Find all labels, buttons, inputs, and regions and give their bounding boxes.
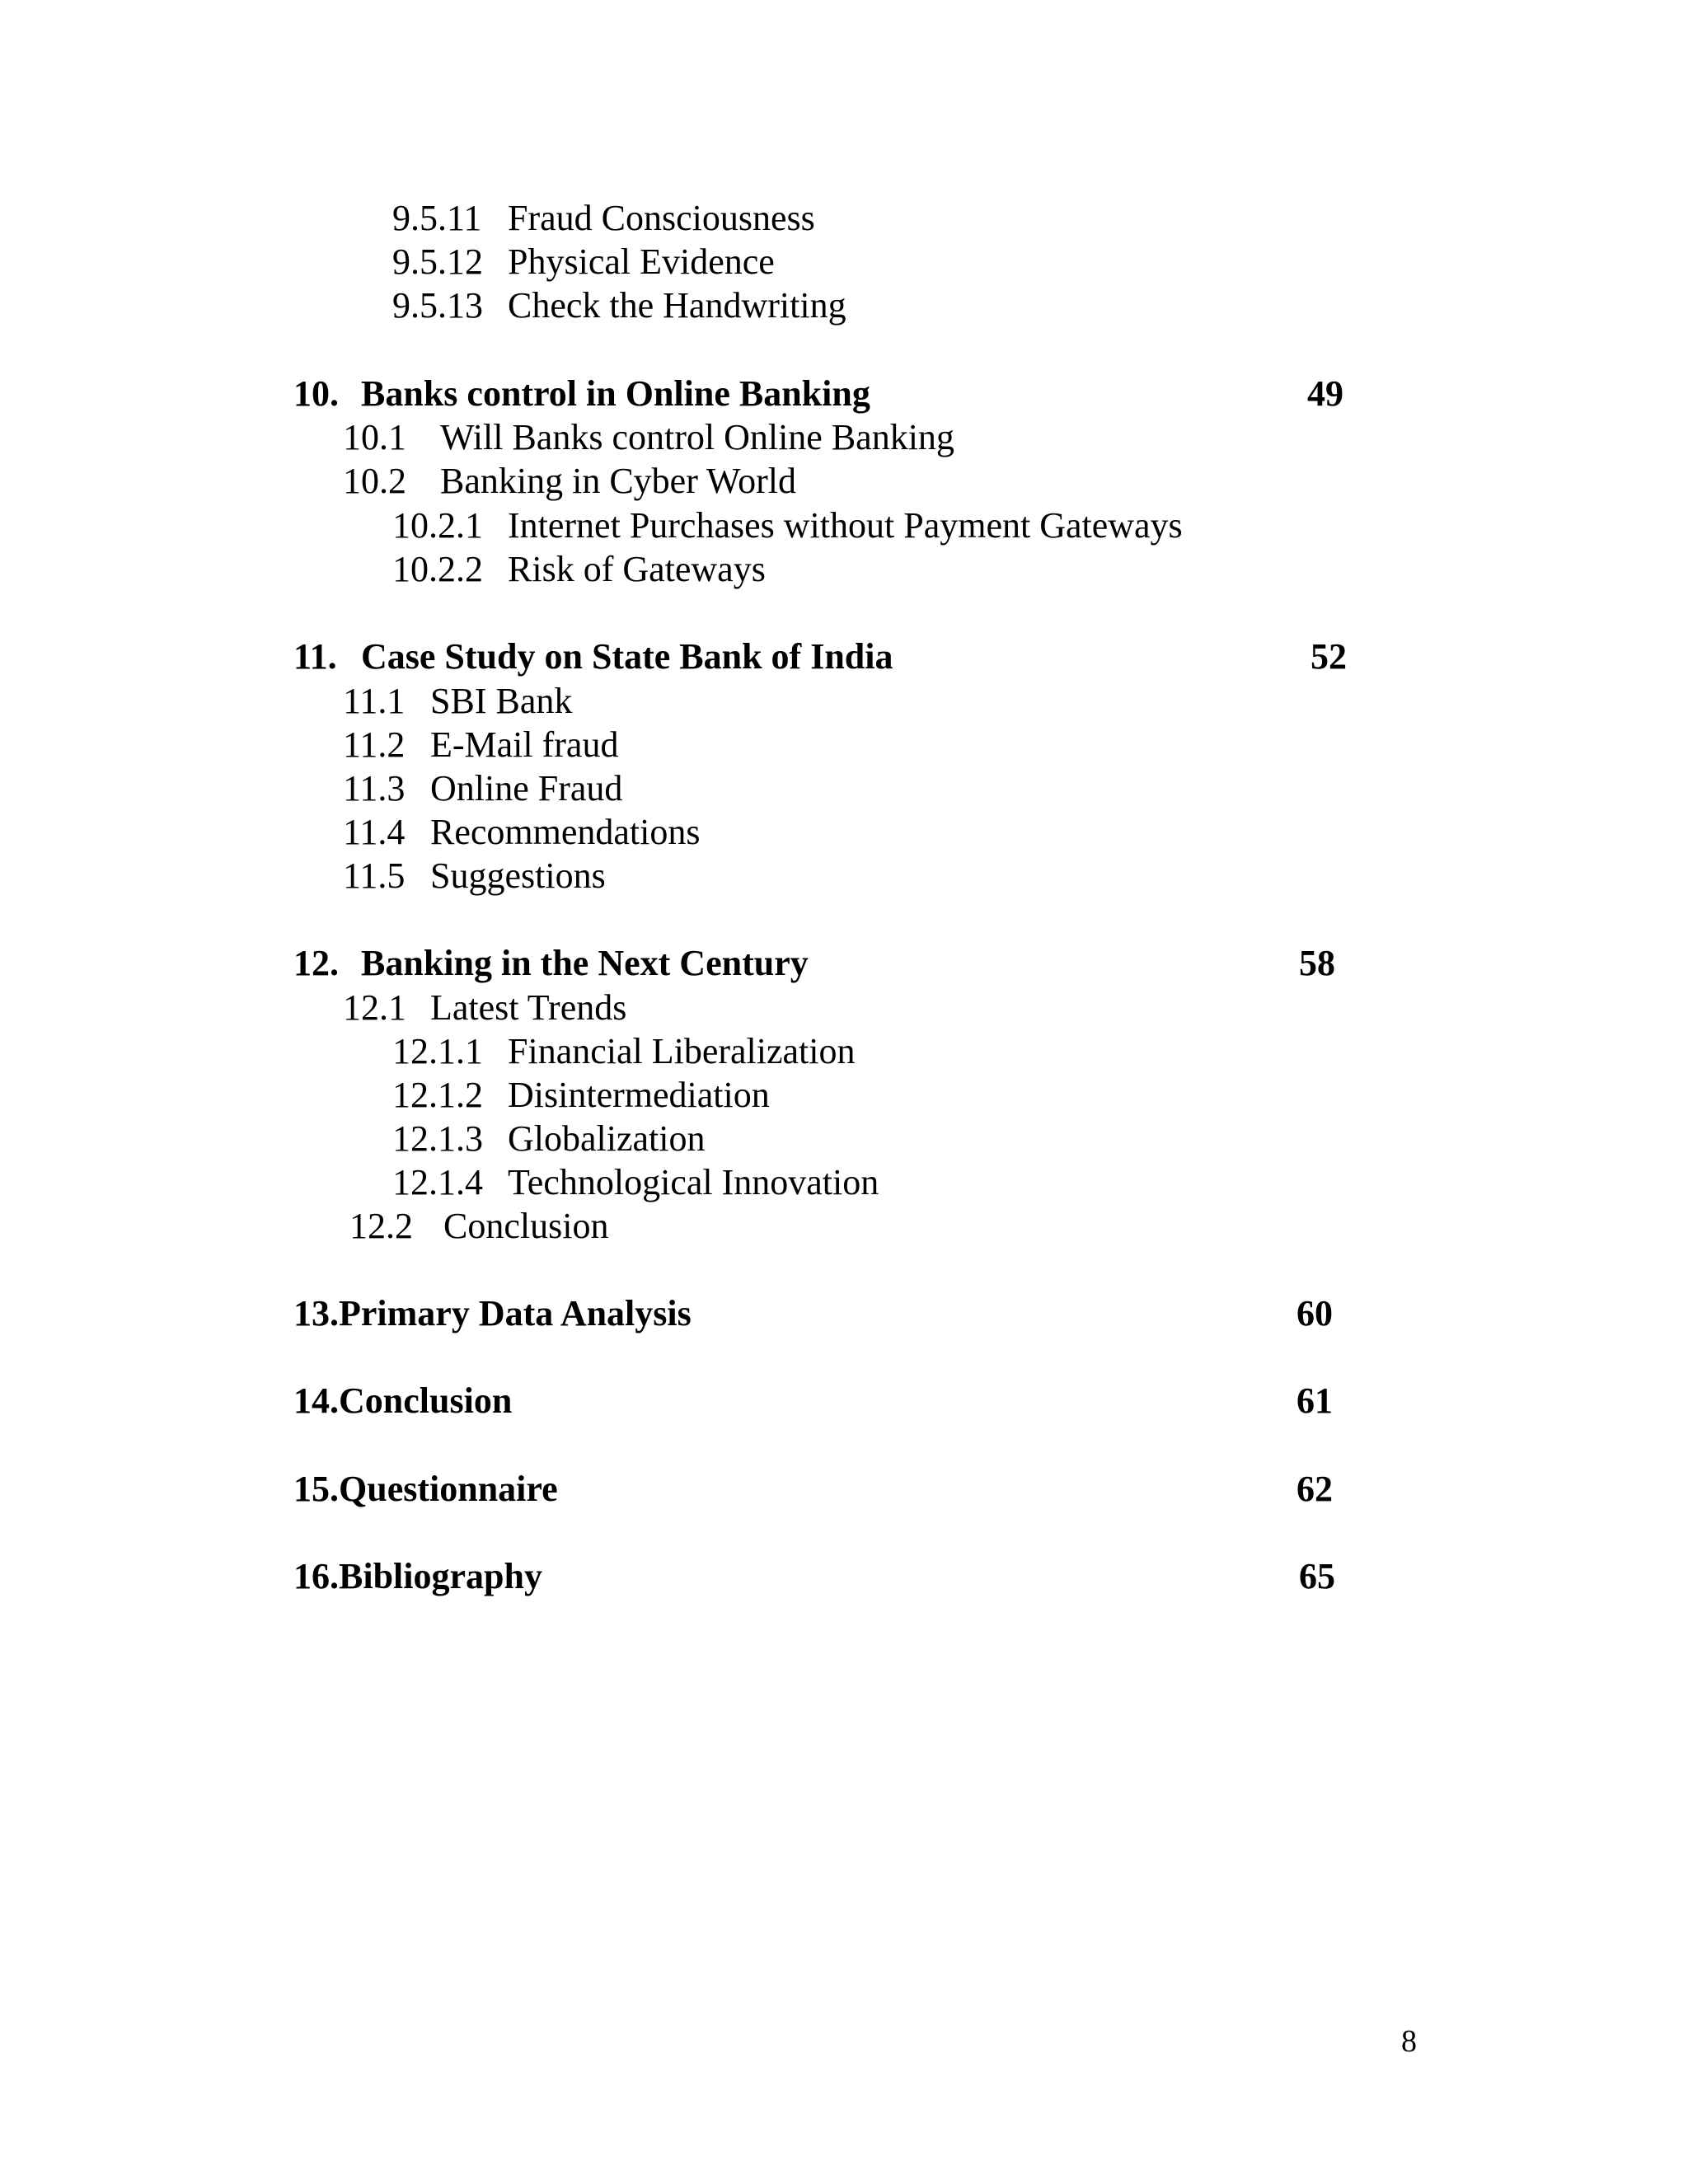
toc-entry-number: 12.1.2 (392, 1075, 483, 1115)
toc-chapter-15 (293, 1471, 558, 1507)
toc-chapter-number: 13. (293, 1293, 339, 1333)
toc-entry-number: 12.2 (349, 1206, 413, 1246)
toc-entry-number: 9.5.13 (392, 285, 483, 326)
toc-entry-title: Fraud Consciousness (508, 198, 815, 238)
toc-entry-11-2 (343, 724, 619, 765)
toc-chapter-page: 62 (1296, 1469, 1333, 1509)
toc-entry-9-5-11 (392, 200, 815, 237)
toc-entry-10-2 (343, 463, 796, 499)
toc-chapter-12 (293, 945, 809, 982)
toc-entry-number: 11.5 (343, 855, 406, 896)
toc-chapter-title: Primary Data Analysis (339, 1293, 692, 1333)
toc-entry-11-4 (343, 814, 701, 851)
page-number: 8 (1401, 2024, 1417, 2059)
toc-entry-12-2 (349, 1208, 608, 1244)
toc-entry-number: 10.1 (343, 417, 406, 457)
toc-entry-title: Recommendations (430, 812, 701, 852)
toc-entry-number: 9.5.11 (392, 198, 482, 238)
toc-chapter-title: Banks control in Online Banking (361, 373, 870, 414)
toc-chapter-page: 61 (1296, 1380, 1333, 1421)
toc-entry-11-1 (343, 683, 572, 719)
toc-entry-number: 9.5.12 (392, 241, 483, 282)
toc-entry-number: 12.1.1 (392, 1031, 483, 1071)
toc-entry-title: Technological Innovation (508, 1162, 879, 1202)
toc-entry-9-5-12 (392, 241, 775, 282)
toc-entry-9-5-13 (392, 285, 846, 326)
toc-chapter-page: 60 (1296, 1293, 1333, 1333)
toc-entry-12-1-3 (392, 1118, 706, 1159)
toc-chapter-page: 49 (1307, 373, 1343, 414)
toc-chapter-10 (293, 373, 870, 414)
toc-entry-number: 12.1.4 (392, 1162, 483, 1202)
toc-entry-11-5 (343, 855, 606, 896)
toc-entry-11-3 (343, 768, 623, 808)
toc-entry-title: Banking in Cyber World (440, 461, 796, 501)
toc-chapter-11 (293, 636, 893, 677)
toc-entry-title: Financial Liberalization (508, 1031, 856, 1071)
toc-entry-title: Globalization (508, 1118, 706, 1159)
toc-entry-number: 10.2.1 (392, 505, 483, 546)
toc-chapter-page: 65 (1299, 1556, 1335, 1596)
toc-chapter-title: Case Study on State Bank of India (361, 636, 893, 677)
toc-entry-title: Internet Purchases without Payment Gateways (508, 505, 1183, 546)
toc-chapter-13 (293, 1293, 692, 1333)
toc-chapter-number: 15. (293, 1469, 339, 1509)
toc-entry-number: 10.2.2 (392, 549, 483, 589)
toc-entry-title: Suggestions (430, 855, 606, 896)
toc-entry-title: E-Mail fraud (430, 724, 619, 765)
toc-entry-title: Will Banks control Online Banking (440, 417, 954, 457)
toc-chapter-16 (293, 1558, 542, 1595)
toc-entry-title: Latest Trends (430, 987, 627, 1028)
toc-entry-12-1-4 (392, 1162, 879, 1202)
toc-chapter-title: Banking in the Next Century (361, 943, 809, 983)
toc-entry-number: 11.3 (343, 768, 406, 808)
toc-entry-number: 11.1 (343, 681, 406, 721)
toc-entry-title: Disintermediation (508, 1075, 770, 1115)
toc-entry-number: 10.2 (343, 461, 406, 501)
toc-chapter-title: Questionnaire (339, 1469, 558, 1509)
toc-entry-10-2-2 (392, 551, 766, 588)
toc-entry-number: 11.2 (343, 724, 406, 765)
toc-chapter-number: 16. (293, 1556, 339, 1596)
toc-entry-number: 11.4 (343, 812, 406, 852)
toc-chapter-page: 52 (1311, 636, 1347, 677)
toc-entry-title: Check the Handwriting (508, 285, 846, 326)
toc-entry-title: SBI Bank (430, 681, 573, 721)
toc-chapter-number: 12. (293, 943, 339, 983)
toc-chapter-page: 58 (1299, 943, 1335, 983)
toc-entry-title: Online Fraud (430, 768, 623, 808)
toc-entry-title: Physical Evidence (508, 241, 775, 282)
toc-entry-12-1-1 (392, 1033, 856, 1070)
toc-chapter-number: 11. (293, 636, 337, 677)
toc-entry-title: Risk of Gateways (508, 549, 766, 589)
toc-chapter-number: 10. (293, 373, 339, 414)
toc-entry-12-1-2 (392, 1077, 770, 1113)
toc-chapter-title: Conclusion (339, 1380, 513, 1421)
toc-entry-10-1 (343, 419, 954, 456)
toc-entry-title: Conclusion (443, 1206, 609, 1246)
toc-chapter-14 (293, 1380, 513, 1421)
toc-chapter-number: 14. (293, 1380, 339, 1421)
toc-entry-number: 12.1.3 (392, 1118, 483, 1159)
toc-chapter-title: Bibliography (339, 1556, 542, 1596)
toc-entry-12-1 (343, 987, 627, 1028)
toc-entry-number: 12.1 (343, 987, 406, 1028)
toc-entry-10-2-1 (392, 505, 1183, 546)
